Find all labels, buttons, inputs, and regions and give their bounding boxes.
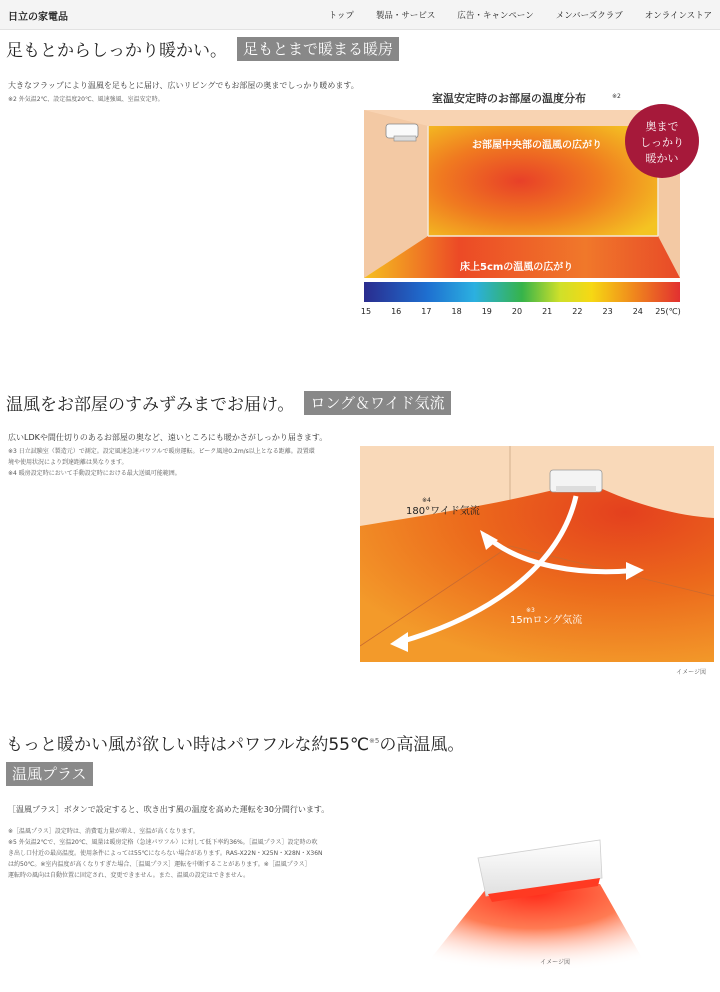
section2-tag: ロング＆ワイド気流 xyxy=(304,391,450,415)
nav-link-store[interactable]: オンラインストア xyxy=(644,11,712,21)
temperature-scale-labels xyxy=(361,307,681,316)
section3-note-1: ※［温風プラス］設定時は、消費電力量が増え、室温が高くなります。 xyxy=(8,828,199,835)
scale-tick-25: 25(℃) xyxy=(655,307,681,316)
airflow-figure xyxy=(360,446,720,678)
label-long-airflow: 15mロング気流 xyxy=(510,615,583,626)
section3-tag: 温風プラス xyxy=(6,762,93,786)
label-long-sup: ※3 xyxy=(526,607,535,614)
section1-heading xyxy=(6,36,399,61)
section3-title-post: の高温風。 xyxy=(379,735,465,755)
nav-links xyxy=(307,9,712,21)
section3-note-2: ※5 外気温2℃で、室温20℃、風量は暖房定格（急速パワフル）に対して低下率約36%。［温風プラス］設定時の吹 xyxy=(8,839,318,846)
scale-tick-15: 15 xyxy=(360,307,372,316)
temperature-distribution-figure xyxy=(360,86,720,320)
section3-heading xyxy=(6,730,464,755)
scale-tick-20: 20 xyxy=(511,307,523,316)
section2-note-1: ※3 日立試験室（製造元）で測定。設定風速急速パワフルで暖房運転。ピーク風速0.2m/s以上となる距離。設置環 xyxy=(8,448,315,455)
temperature-scale-bar xyxy=(364,282,680,302)
svg-text:奥まで: 奥まで xyxy=(645,120,679,133)
section2-body: 広いLDKや間仕切りのあるお部屋の奥など、遠いところにも暖かさがしっかり届きます。 xyxy=(8,433,328,442)
figure1-title: 室温安定時のお部屋の温度分布 xyxy=(432,92,586,105)
svg-text:暖かい: 暖かい xyxy=(645,152,679,165)
scale-tick-19: 19 xyxy=(481,307,492,316)
scale-tick-24: 24 xyxy=(632,307,643,316)
badge-warm-to-back xyxy=(625,104,699,178)
figure3-caption: イメージ図 xyxy=(540,959,570,966)
section3-note-5: 運転時の風向は自動位置に固定され、変更できません。また、温風の設定はできません。 xyxy=(8,872,250,879)
section3-title-pre: もっと暖かい風が欲しい時はパワフルな約55℃ xyxy=(6,735,370,755)
scale-tick-23: 23 xyxy=(602,307,613,316)
top-nav xyxy=(0,0,720,30)
hot-air-stream xyxy=(420,884,650,972)
section1-note: ※2 外気温2℃、設定温度20℃、風速強風、室温安定時。 xyxy=(8,96,164,103)
nav-link-campaign[interactable]: 広告・キャンペーン xyxy=(457,11,534,21)
section2-title: 温風をお部屋のすみずみまでお届け。 xyxy=(6,395,295,415)
brand-logo[interactable]: 日立の家電品 xyxy=(8,12,68,23)
figure1-title-sup: ※2 xyxy=(612,93,621,100)
label-floor: 床上5cmの温風の広がり xyxy=(460,262,574,273)
svg-text:しっかり: しっかり xyxy=(640,136,684,149)
label-room-center: お部屋中央部の温風の広がり xyxy=(472,140,602,151)
scale-tick-17: 17 xyxy=(421,307,432,316)
figure2-caption: イメージ図 xyxy=(676,669,706,676)
section3-body: ［温風プラス］ボタンで設定すると、吹き出す風の温度を高めた運転を30分間行います。 xyxy=(8,805,330,814)
scale-tick-21: 21 xyxy=(542,307,553,316)
section3-notes xyxy=(8,826,323,881)
section1-body: 大きなフラップにより温風を足もとに届け、広いリビングでもお部屋の奥までしっかり暖めます。 xyxy=(8,81,359,90)
scale-tick-16: 16 xyxy=(391,307,402,316)
nav-link-products[interactable]: 製品・サービス xyxy=(375,11,436,21)
section3-note-3: き出し口付近の最高温度。使用条件によっては55℃にならない場合があります。RAS-X22N・X25N・X28N・X36N xyxy=(8,850,323,857)
hot-air-figure xyxy=(400,824,700,972)
scale-tick-18: 18 xyxy=(451,307,462,316)
section1-tag: 足もとまで暖まる暖房 xyxy=(237,37,399,61)
label-wide-sup: ※4 xyxy=(422,497,431,504)
section2-notes xyxy=(8,446,315,479)
section2-note-3: ※4 暖房設定時において手動設定時における最大送風可能範囲。 xyxy=(8,470,181,477)
scale-tick-22: 22 xyxy=(572,307,583,316)
nav-link-members[interactable]: メンバーズクラブ xyxy=(555,11,623,21)
nav-link-top[interactable]: トップ xyxy=(328,11,354,21)
section3-title-sup: ※5 xyxy=(369,736,380,745)
section3-note-4: は約50℃。※室内温度が高くなりすぎた場合、［温風プラス］運転を中断することがあります。※［温風プラス］ xyxy=(8,861,311,868)
section2-heading xyxy=(6,390,451,415)
section1-title: 足もとからしっかり暖かい。 xyxy=(6,41,227,61)
section2-note-2: 境や使用状況により到達距離は異なります。 xyxy=(8,459,128,466)
aircon-icon xyxy=(550,470,602,492)
label-wide-airflow: 180°ワイド気流 xyxy=(406,506,480,517)
